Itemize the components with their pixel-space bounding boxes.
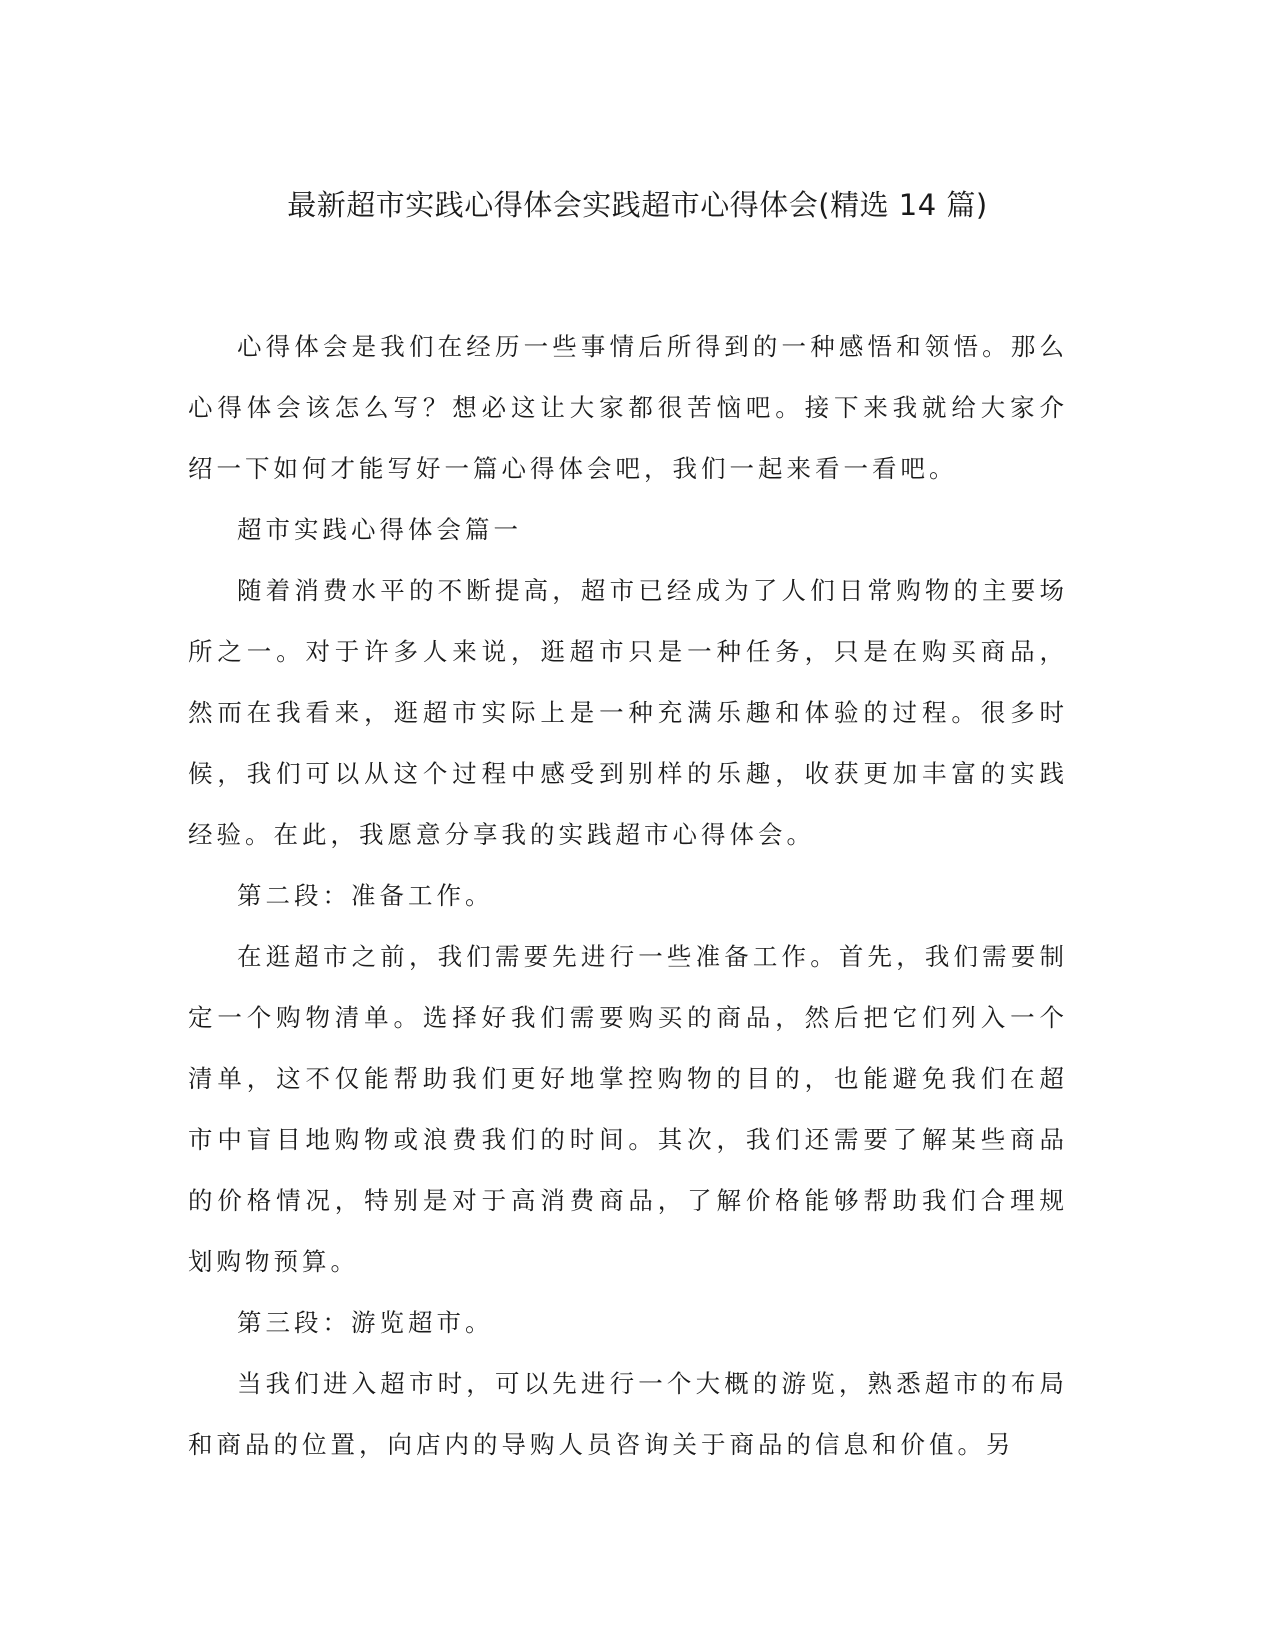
- intro-paragraph: 心得体会是我们在经历一些事情后所得到的一种感悟和领悟。那么心得体会该怎么写？想必这让大家都很苦恼吧。接下来我就给大家介绍一下如何才能写好一篇心得体会吧，我们一起来看一看吧。: [188, 332, 1068, 483]
- body-paragraph: 在逛超市之前，我们需要先进行一些准备工作。首先，我们需要制定一个购物清单。选择好我们需要购买的商品，然后把它们列入一个清单，这不仅能帮助我们更好地掌控购物的目的，也能避免我们在超市中盲目地购物或浪费我们的时间。其次，我们还需要了解某些商品的价格情况，特别是对于高消费商品，了解价格能够帮助我们合理规划购物预算。: [188, 942, 1068, 1276]
- body-paragraph: 当我们进入超市时，可以先进行一个大概的游览，熟悉超市的布局和商品的位置，向店内的导购人员咨询关于商品的信息和价值。另: [188, 1369, 1068, 1459]
- section-heading: 第三段：游览超市。: [237, 1308, 494, 1337]
- document-body: [188, 316, 1068, 1475]
- section-heading: 超市实践心得体会篇一: [237, 515, 522, 544]
- body-paragraph: 随着消费水平的不断提高，超市已经成为了人们日常购物的主要场所之一。对于许多人来说，逛超市只是一种任务，只是在购买商品，然而在我看来，逛超市实际上是一种充满乐趣和体验的过程。很多时候，我们可以从这个过程中感受到别样的乐趣，收获更加丰富的实践经验。在此，我愿意分享我的实践超市心得体会。: [188, 576, 1068, 849]
- section-heading: 第二段：准备工作。: [237, 881, 494, 910]
- document-title: 最新超市实践心得体会实践超市心得体会(精选 14 篇): [287, 188, 988, 222]
